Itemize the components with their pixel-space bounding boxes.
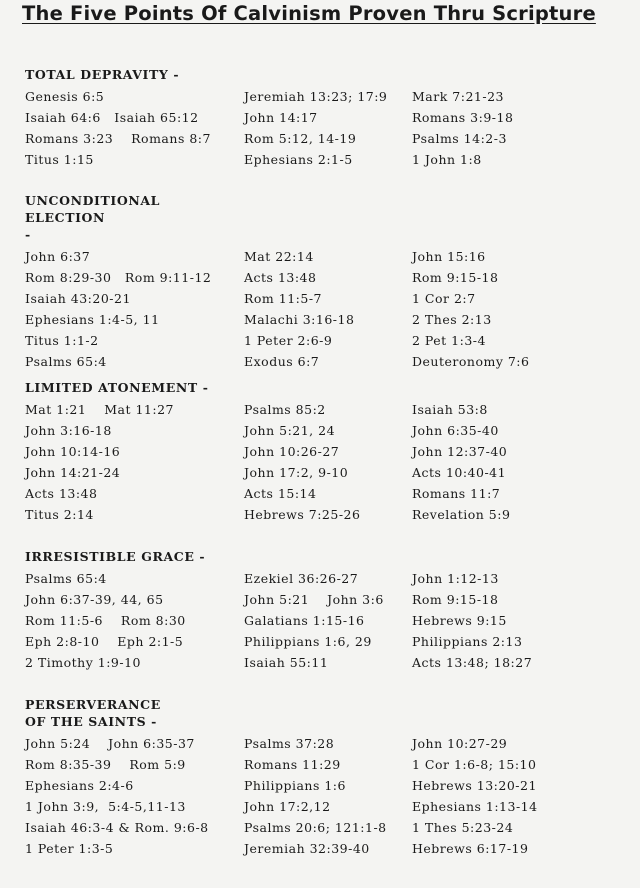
reference-row: [25, 817, 625, 838]
scripture-reference: Isaiah 43:20-21: [25, 291, 131, 306]
scripture-reference: Titus 1:15: [25, 152, 94, 167]
scripture-reference: Genesis 6:5: [25, 89, 105, 104]
scripture-reference: John 6:37: [25, 249, 91, 264]
scripture-reference: John 12:37-40: [412, 444, 508, 459]
scripture-reference: Romans 11:7: [412, 486, 501, 501]
scripture-reference: Mark 7:21-23: [412, 89, 504, 104]
scripture-reference: John 10:14-16: [25, 444, 121, 459]
scripture-reference: Malachi 3:16-18: [244, 312, 355, 327]
scripture-reference: Jeremiah 13:23; 17:9: [244, 89, 388, 104]
scripture-reference: Mat 1:21 Mat 11:27: [25, 402, 174, 417]
reference-row: [25, 483, 625, 504]
scripture-reference: Psalms 65:4: [25, 571, 107, 586]
scripture-reference: John 1:12-13: [412, 571, 499, 586]
reference-row: [25, 504, 625, 525]
scripture-reference: Hebrews 9:15: [412, 613, 507, 628]
reference-row: [25, 267, 625, 288]
reference-row: [25, 309, 625, 330]
scripture-reference: Rom 11:5-7: [244, 291, 323, 306]
scripture-reference: Isaiah 55:11: [244, 655, 329, 670]
reference-row: [25, 246, 625, 267]
scripture-reference: Ephesians 2:4-6: [25, 778, 134, 793]
page-title: The Five Points Of Calvinism Proven Thru Scripture: [22, 2, 596, 25]
scripture-reference: John 10:27-29: [412, 736, 508, 751]
scripture-reference: 1 Peter 1:3-5: [25, 841, 114, 856]
scripture-reference: Hebrews 13:20-21: [412, 778, 537, 793]
scripture-reference: Ezekiel 36:26-27: [244, 571, 359, 586]
reference-row: [25, 589, 625, 610]
scripture-reference: Romans 3:23 Romans 8:7: [25, 131, 211, 146]
reference-list: [25, 399, 625, 525]
scripture-reference: 2 Pet 1:3-4: [412, 333, 486, 348]
scripture-reference: Rom 8:35-39 Rom 5:9: [25, 757, 186, 772]
scripture-reference: Acts 13:48; 18:27: [412, 655, 533, 670]
reference-row: [25, 652, 625, 673]
reference-row: [25, 128, 625, 149]
scripture-reference: Deuteronomy 7:6: [412, 354, 530, 369]
scripture-reference: 1 Thes 5:23-24: [412, 820, 514, 835]
scripture-reference: Revelation 5:9: [412, 507, 511, 522]
reference-row: [25, 796, 625, 817]
reference-list: [25, 86, 625, 170]
section-heading: PERSERVERANCE OF THE SAINTS -: [25, 697, 161, 729]
scripture-reference: John 17:2, 9-10: [244, 465, 349, 480]
reference-list: [25, 733, 625, 859]
scripture-reference: Isaiah 46:3-4 & Rom. 9:6-8: [25, 820, 209, 835]
reference-list: [25, 246, 625, 372]
scripture-reference: John 5:21, 24: [244, 423, 336, 438]
section-limited-atonement: [25, 379, 625, 525]
scripture-reference: Philippians 1:6: [244, 778, 346, 793]
scripture-reference: 1 John 3:9, 5:4-5,11-13: [25, 799, 186, 814]
scripture-reference: Mat 22:14: [244, 249, 314, 264]
reference-row: [25, 733, 625, 754]
scripture-reference: Acts 15:14: [244, 486, 317, 501]
scripture-reference: Philippians 2:13: [412, 634, 523, 649]
section-heading: IRRESISTIBLE GRACE -: [25, 549, 206, 564]
section-unconditional-election: [25, 192, 625, 372]
reference-row: [25, 754, 625, 775]
scripture-reference: Romans 11:29: [244, 757, 341, 772]
reference-row: [25, 610, 625, 631]
scripture-reference: John 10:26-27: [244, 444, 340, 459]
scripture-reference: 1 Peter 2:6-9: [244, 333, 333, 348]
scripture-reference: Ephesians 2:1-5: [244, 152, 353, 167]
reference-row: [25, 351, 625, 372]
section-heading: UNCONDITIONAL ELECTION -: [25, 193, 161, 242]
scripture-reference: 2 Thes 2:13: [412, 312, 492, 327]
scripture-reference: Galatians 1:15-16: [244, 613, 365, 628]
scripture-reference: 2 Timothy 1:9-10: [25, 655, 141, 670]
scripture-reference: 1 Cor 2:7: [412, 291, 476, 306]
reference-row: [25, 775, 625, 796]
scripture-reference: Rom 9:15-18: [412, 270, 499, 285]
scripture-reference: Psalms 20:6; 121:1-8: [244, 820, 387, 835]
scripture-reference: Psalms 14:2-3: [412, 131, 507, 146]
scripture-reference: Philippians 1:6, 29: [244, 634, 372, 649]
reference-row: [25, 568, 625, 589]
scripture-reference: Ephesians 1:13-14: [412, 799, 538, 814]
scripture-reference: Romans 3:9-18: [412, 110, 514, 125]
scripture-reference: Isaiah 53:8: [412, 402, 488, 417]
scripture-reference: Hebrews 6:17-19: [412, 841, 529, 856]
scripture-reference: Titus 2:14: [25, 507, 94, 522]
scripture-reference: John 17:2,12: [244, 799, 331, 814]
scripture-reference: Rom 5:12, 14-19: [244, 131, 357, 146]
section-irresistible-grace: [25, 548, 625, 673]
scripture-reference: Rom 9:15-18: [412, 592, 499, 607]
scripture-reference: Isaiah 64:6 Isaiah 65:12: [25, 110, 199, 125]
scripture-reference: John 5:21 John 3:6: [244, 592, 384, 607]
scripture-reference: John 15:16: [412, 249, 486, 264]
scripture-reference: Acts 13:48: [244, 270, 317, 285]
scripture-reference: John 6:35-40: [412, 423, 499, 438]
reference-row: [25, 86, 625, 107]
reference-row: [25, 330, 625, 351]
reference-row: [25, 399, 625, 420]
scripture-reference: Eph 2:8-10 Eph 2:1-5: [25, 634, 184, 649]
scripture-reference: Rom 8:29-30 Rom 9:11-12: [25, 270, 212, 285]
scripture-reference: Rom 11:5-6 Rom 8:30: [25, 613, 186, 628]
scripture-reference: John 5:24 John 6:35-37: [25, 736, 195, 751]
reference-list: [25, 568, 625, 673]
reference-row: [25, 441, 625, 462]
scripture-reference: Acts 10:40-41: [412, 465, 507, 480]
scripture-reference: Jeremiah 32:39-40: [244, 841, 370, 856]
reference-row: [25, 838, 625, 859]
reference-row: [25, 462, 625, 483]
section-heading: LIMITED ATONEMENT -: [25, 380, 209, 395]
section-total-depravity: [25, 66, 625, 170]
scripture-reference: Ephesians 1:4-5, 11: [25, 312, 160, 327]
reference-row: [25, 107, 625, 128]
scripture-reference: John 6:37-39, 44, 65: [25, 592, 164, 607]
reference-row: [25, 288, 625, 309]
scripture-reference: 1 John 1:8: [412, 152, 482, 167]
scripture-reference: Psalms 37:28: [244, 736, 335, 751]
section-heading: TOTAL DEPRAVITY -: [25, 67, 180, 82]
reference-row: [25, 631, 625, 652]
reference-row: [25, 149, 625, 170]
scripture-reference: Acts 13:48: [25, 486, 98, 501]
scripture-reference: Exodus 6:7: [244, 354, 320, 369]
scripture-reference: Psalms 85:2: [244, 402, 326, 417]
reference-row: [25, 420, 625, 441]
scripture-reference: Hebrews 7:25-26: [244, 507, 361, 522]
scripture-reference: Psalms 65:4: [25, 354, 107, 369]
scripture-reference: John 3:16-18: [25, 423, 112, 438]
scripture-reference: John 14:21-24: [25, 465, 121, 480]
scripture-reference: Titus 1:1-2: [25, 333, 99, 348]
section-perseverance-of-the-saints: [25, 696, 625, 859]
scripture-reference: John 14:17: [244, 110, 318, 125]
scripture-reference: 1 Cor 1:6-8; 15:10: [412, 757, 537, 772]
